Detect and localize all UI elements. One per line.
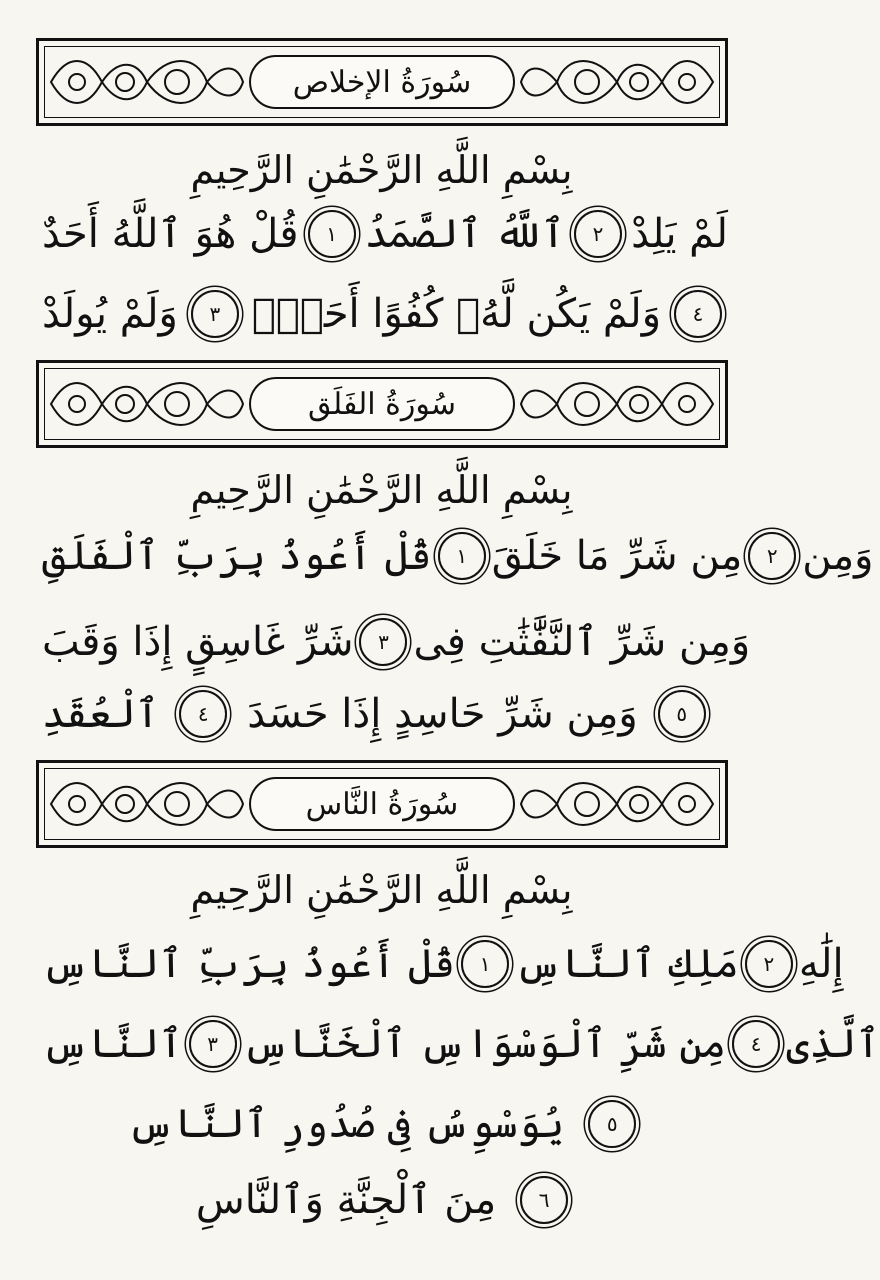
ayah-number-marker: ٣ [191,290,239,338]
verse-line [42,290,728,338]
surah-header-ikhlas [36,38,728,126]
verse-text: مِنَ ٱلْجِنَّةِ وَٱلنَّاسِ [195,1177,497,1223]
ayah-number-marker: ١ [438,532,486,580]
verse-text: إِلَٰهِ [798,941,844,987]
verse-text: ٱللَّهُ ٱلصَّمَدُ [364,211,565,257]
ayah-number-marker: ٢ [745,940,793,988]
verse-line [42,940,844,988]
ornament-icon [517,49,717,115]
verse-text: ٱلْعُقَدِ [42,691,160,737]
verse-text: شَرِّ غَاسِقٍ إِذَا وَقَبَ [42,619,354,665]
verse-text: وَلَمْ يُولَدْ [42,291,178,337]
ornament-icon [47,371,247,437]
surah-title: سُورَةُ الفَلَق [308,386,456,422]
verse-line [42,210,728,258]
ornament-icon [47,771,247,837]
verse-text: يُوَسْوِسُ فِى صُدُورِ ٱلنَّاسِ [127,1101,565,1147]
verse-line [42,1100,728,1148]
verse-line [42,1020,880,1068]
surah-header-nas [36,760,728,848]
ayah-number-marker: ٣ [359,618,407,666]
verse-text: وَلَمْ يَكُن لَّهُۥ كُفُوًا أَحَدٌۢ [251,291,662,337]
verse-text: مِن شَرِّ مَا خَلَقَ [491,533,743,579]
ayah-number-marker: ٢ [748,532,796,580]
verse-text: لَمْ يَلِدْ [631,211,728,257]
verse-line [42,1176,728,1224]
ayah-number-marker: ٦ [520,1176,568,1224]
ayah-number-marker: ١ [461,940,509,988]
ayah-number-marker: ٤ [732,1020,780,1068]
verse-line [42,618,751,666]
verse-text: وَمِن شَرِّ حَاسِدٍ إِذَا حَسَدَ [247,691,638,737]
ayah-number-marker: ٤ [674,290,722,338]
verse-text: مَلِكِ ٱلنَّاسِ [515,941,739,987]
verse-line [42,690,728,738]
ornament-icon [47,49,247,115]
ayah-number-marker: ٤ [179,690,227,738]
ornament-icon [517,371,717,437]
verse-text: قُلْ أَعُوذُ بِرَبِّ ٱلنَّاسِ [42,941,456,987]
basmala: بِسْمِ اللَّهِ الرَّحْمَٰنِ الرَّحِيمِ [190,148,573,192]
surah-header-falaq [36,360,728,448]
verse-line [42,532,874,580]
ornament-icon [517,771,717,837]
verse-text: قُلْ هُوَ ٱللَّهُ أَحَدٌ [42,211,299,257]
surah-title: سُورَةُ الإخلاص [292,64,472,100]
ayah-number-marker: ٢ [574,210,622,258]
verse-text: ٱلنَّاسِ [42,1021,183,1067]
surah-title-cartouche [249,55,515,109]
surah-title: سُورَةُ النَّاس [305,786,459,822]
surah-title-cartouche [249,777,515,831]
ayah-number-marker: ٣ [189,1020,237,1068]
verse-text: وَمِن [802,533,874,579]
ayah-number-marker: ٥ [588,1100,636,1148]
ayah-number-marker: ٥ [658,690,706,738]
verse-text: وَمِن شَرِّ ٱلنَّفَّٰثَٰتِ فِى [413,619,751,665]
ayah-number-marker: ١ [308,210,356,258]
basmala: بِسْمِ اللَّهِ الرَّحْمَٰنِ الرَّحِيمِ [190,468,573,512]
basmala: بِسْمِ اللَّهِ الرَّحْمَٰنِ الرَّحِيمِ [190,868,573,912]
verse-text: مِن شَرِّ ٱلْوَسْوَاسِ ٱلْخَنَّاسِ [242,1021,727,1067]
surah-title-cartouche [249,377,515,431]
verse-text: قُلْ أَعُوذُ بِرَبِّ ٱلْفَلَقِ [42,533,432,579]
verse-text: ٱلَّذِى [786,1021,880,1067]
